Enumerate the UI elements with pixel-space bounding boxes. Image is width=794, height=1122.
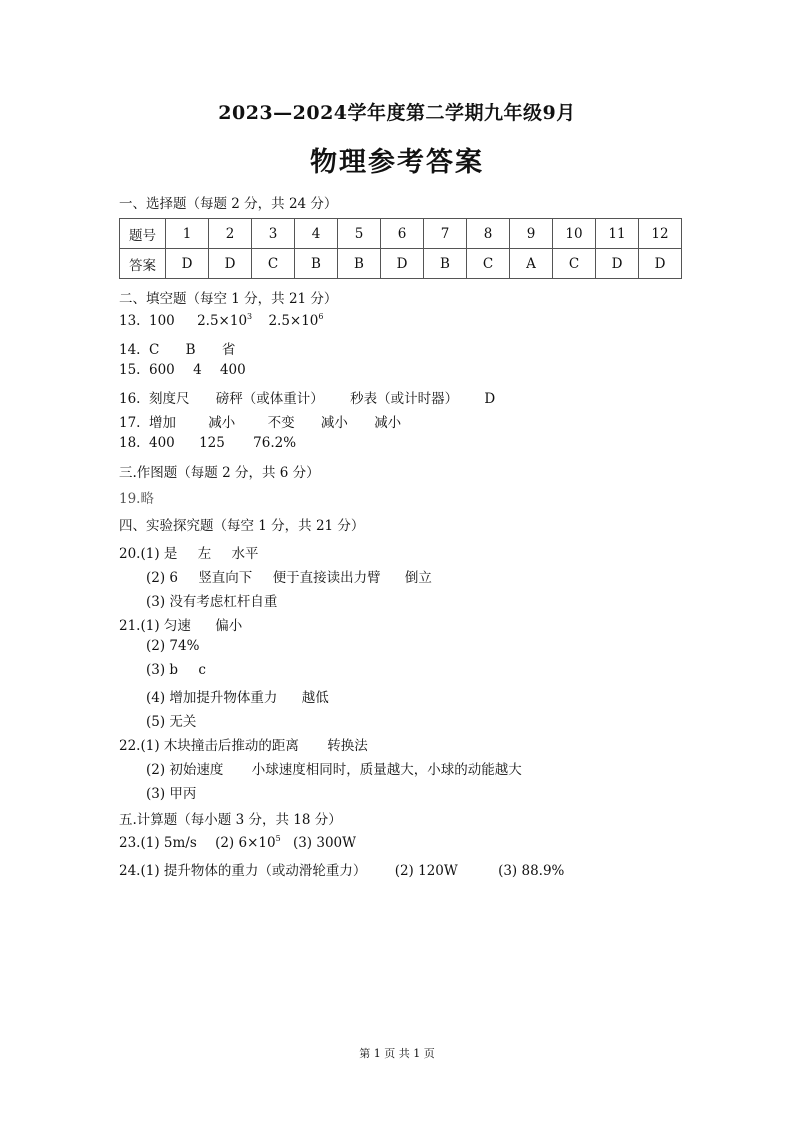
answer-line-21-5: [146, 710, 196, 730]
section2-heading: 二、填空题（每空 1 分，共 21 分）: [119, 291, 338, 307]
page-footer: 第 1 页 共 1 页: [359, 1047, 435, 1060]
row-label-answer: 答案: [120, 249, 166, 279]
question-number: 23.: [119, 835, 141, 851]
answer-item: 400: [149, 435, 175, 451]
table-cell: 8: [467, 219, 510, 249]
answer-item: (3) 300W: [292, 835, 357, 851]
answer-line-21-1: [119, 614, 242, 634]
answer-table: [119, 218, 682, 279]
question-number: 18.: [119, 435, 141, 451]
table-cell: B: [424, 249, 467, 279]
part-label: (1): [140, 546, 160, 562]
table-cell: A: [510, 249, 553, 279]
exponent: 3: [247, 312, 253, 321]
answer-line-22-1: [119, 734, 368, 754]
part-label: (2): [146, 762, 166, 778]
answer-line-18: [119, 435, 296, 451]
answer-item: b: [169, 662, 179, 678]
answer-item: 600: [149, 362, 175, 378]
question-number: 14.: [119, 342, 141, 358]
answer-item: 秒表（或计时器）: [350, 391, 459, 407]
question-number: 20.: [119, 546, 141, 562]
answer-line-22-3: [146, 782, 196, 802]
exponent: 6: [318, 312, 324, 321]
table-cell: 3: [252, 219, 295, 249]
answer-item: 增加提升物体重力: [169, 690, 278, 706]
table-cell: D: [639, 249, 682, 279]
table-cell: B: [295, 249, 338, 279]
answer-item: 匀速: [163, 618, 191, 634]
answer-item: 76.2%: [253, 435, 297, 451]
question-number: 22.: [119, 738, 141, 754]
answer-line-20-2: [146, 566, 432, 586]
table-cell: D: [381, 249, 424, 279]
answer-item: 2.5×10: [268, 313, 319, 329]
row-label-number: 题号: [120, 219, 166, 249]
answer-item: 是: [163, 546, 178, 562]
answer-item: 4: [193, 362, 202, 378]
table-cell: 2: [209, 219, 252, 249]
answer-item: (3) 88.9%: [498, 863, 565, 879]
part-label: (3): [146, 594, 166, 610]
part-label: (4): [146, 690, 166, 706]
question-number: 16.: [119, 391, 141, 407]
answer-line-21-2: [146, 638, 199, 654]
part-label: (1): [140, 618, 160, 634]
answer-line-16: [119, 387, 495, 407]
answer-item: 减小: [320, 415, 348, 431]
answer-line-20-3: [146, 590, 277, 610]
part-label: (3): [146, 786, 166, 802]
answer-line-23: [119, 835, 356, 851]
answer-item: (1) 5m/s: [140, 835, 197, 851]
answer-item: 不变: [267, 415, 295, 431]
answer-line-22-2: [146, 758, 522, 778]
answer-line-24: [119, 859, 564, 879]
table-cell: D: [596, 249, 639, 279]
answer-item: D: [484, 391, 496, 407]
answer-item: 水平: [231, 546, 259, 562]
answer-item: 无关: [169, 714, 197, 730]
part-label: (2): [146, 638, 166, 654]
answer-item: 偏小: [215, 618, 243, 634]
answer-line-21-4: [146, 686, 329, 706]
answer-item: 小球速度相同时，质量越大，小球的动能越大: [251, 762, 522, 778]
answer-item: 甲丙: [169, 786, 197, 802]
answer-item: 初始速度: [169, 762, 224, 778]
answer-line-13: [119, 313, 324, 329]
answer-line-19: 19.略: [119, 491, 154, 507]
table-cell: C: [467, 249, 510, 279]
answer-item: 倒立: [404, 570, 432, 586]
answer-item: c: [198, 662, 206, 678]
table-cell: C: [553, 249, 596, 279]
answer-item: 2.5×10: [197, 313, 248, 329]
table-cell: D: [209, 249, 252, 279]
answer-line-17: [119, 411, 401, 431]
table-cell: 11: [596, 219, 639, 249]
answer-item: 便于直接读出力臂: [272, 570, 381, 586]
part-label: (2): [146, 570, 166, 586]
answer-item: (1) 提升物体的重力（或动滑轮重力）: [140, 863, 367, 879]
part-label: (3): [146, 662, 166, 678]
answer-item: 省: [221, 342, 236, 358]
answer-item: 刻度尺: [149, 391, 190, 407]
answer-item: 越低: [301, 690, 329, 706]
answer-item: 74%: [169, 638, 200, 654]
section3-heading: 三.作图题（每题 2 分，共 6 分）: [119, 465, 320, 481]
table-row-numbers: [120, 219, 682, 249]
table-cell: 6: [381, 219, 424, 249]
table-row-answers: [120, 249, 682, 279]
section5-heading: 五.计算题（每小题 3 分，共 18 分）: [119, 812, 342, 828]
answer-item: 没有考虑杠杆自重: [169, 594, 278, 610]
answer-line-15: [119, 362, 246, 378]
answer-line-21-3: [146, 662, 206, 678]
section1-heading: 一、选择题（每题 2 分，共 24 分）: [119, 196, 338, 212]
question-number: 15.: [119, 362, 141, 378]
question-number: 13.: [119, 313, 141, 329]
table-cell: 4: [295, 219, 338, 249]
answer-item: 增加: [149, 415, 176, 431]
question-number: 24.: [119, 863, 141, 879]
table-cell: 12: [639, 219, 682, 249]
answer-line-14: [119, 338, 235, 358]
answer-item: C: [149, 342, 160, 358]
answer-item: 转换法: [327, 738, 368, 754]
part-label: (1): [140, 738, 160, 754]
section4-heading: 四、实验探究题（每空 1 分，共 21 分）: [119, 518, 365, 534]
question-number: 21.: [119, 618, 141, 634]
answer-item: 减小: [374, 415, 402, 431]
table-cell: 1: [166, 219, 209, 249]
answer-item: (2) 6×10: [215, 835, 276, 851]
table-cell: 10: [553, 219, 596, 249]
answer-item: 400: [219, 362, 246, 378]
table-cell: 9: [510, 219, 553, 249]
table-cell: 5: [338, 219, 381, 249]
document-title-line2: 物理参考答案: [310, 147, 484, 178]
answer-line-20-1: [119, 542, 259, 562]
answer-item: 100: [149, 313, 175, 329]
answer-item: 木块撞击后推动的距离: [163, 738, 299, 754]
part-label: (5): [146, 714, 166, 730]
answer-item: 减小: [208, 415, 236, 431]
answer-item: B: [185, 342, 196, 358]
table-cell: C: [252, 249, 295, 279]
answer-item: 磅秤（或体重计）: [215, 391, 324, 407]
table-cell: D: [166, 249, 209, 279]
answer-item: 左: [197, 546, 212, 562]
document-title-line1: 2023—2024学年度第二学期九年级9月: [218, 102, 576, 124]
answer-item: 竖直向下: [198, 570, 253, 586]
answer-item: 125: [199, 435, 225, 451]
answer-item: (2) 120W: [394, 863, 458, 879]
exponent: 5: [275, 834, 281, 843]
table-cell: 7: [424, 219, 467, 249]
table-cell: B: [338, 249, 381, 279]
question-number: 17.: [119, 415, 141, 431]
answer-item: 6: [169, 570, 179, 586]
